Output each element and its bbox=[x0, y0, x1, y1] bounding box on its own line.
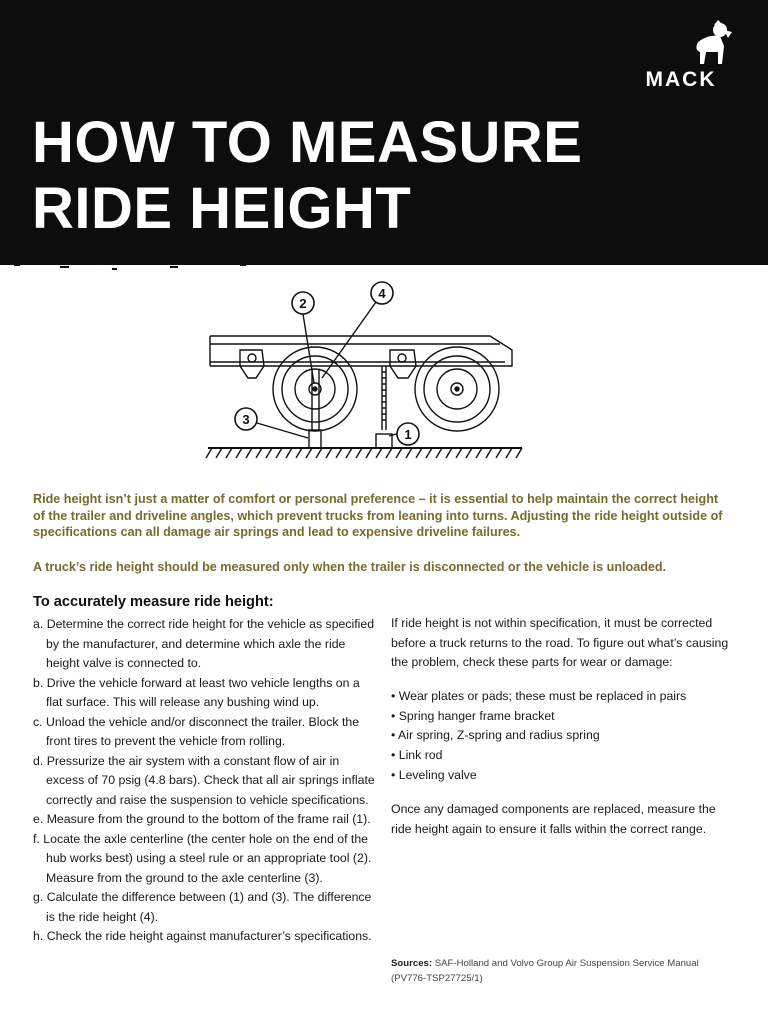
step-text: Measure from the ground to the bottom of the frame rail (1). bbox=[46, 812, 371, 826]
list-item bbox=[33, 830, 378, 889]
step-letter: e. bbox=[33, 812, 44, 826]
list-item: • Spring hanger frame bracket bbox=[391, 707, 736, 727]
wheel-rear-axle bbox=[415, 347, 499, 431]
sources-label: Sources: bbox=[391, 958, 433, 969]
parts-checklist bbox=[391, 687, 736, 786]
sources-note bbox=[391, 956, 731, 986]
measurement-note: A truck’s ride height should be measured only when the trailer is disconnected or the vehicle is unloaded. bbox=[33, 560, 667, 574]
title-line-1: HOW TO MEASURE bbox=[32, 110, 583, 175]
step-text: Unload the vehicle and/or disconnect the trailer. Block the front tires to prevent the vehicle from rolling. bbox=[46, 714, 360, 748]
list-item bbox=[33, 674, 378, 713]
callout-3 bbox=[235, 408, 257, 430]
list-item bbox=[33, 752, 378, 811]
step-text: Locate the axle centerline (the center hole on the end of the hub works best) using a steel rule or an appropriate tool (2). Measure from the ground to the axle centerline (3). bbox=[43, 831, 372, 885]
callout-3-label: 3 bbox=[242, 412, 250, 427]
list-item bbox=[33, 888, 378, 927]
callout-4 bbox=[371, 282, 393, 304]
wheel-front-axle bbox=[273, 347, 357, 431]
list-item: • Air spring, Z-spring and radius spring bbox=[391, 726, 736, 746]
list-item: • Link rod bbox=[391, 746, 736, 766]
step-letter: b. bbox=[33, 675, 44, 690]
spring-hanger-right bbox=[390, 350, 416, 378]
step-text: Calculate the difference between (1) and (3). The difference is the ride height (4). bbox=[46, 890, 372, 924]
step-letter: h. bbox=[33, 929, 44, 943]
list-item bbox=[33, 927, 378, 947]
brand-wordmark: MACK bbox=[645, 68, 717, 91]
step-letter: f. bbox=[33, 831, 40, 846]
bulldog-icon bbox=[684, 20, 738, 68]
step-letter: a. bbox=[33, 617, 44, 631]
steps-list bbox=[33, 615, 378, 947]
ride-height-diagram bbox=[200, 278, 530, 468]
list-item bbox=[33, 615, 378, 674]
callout-2-label: 2 bbox=[299, 296, 307, 311]
step-letter: d. bbox=[33, 753, 44, 768]
callout-1-label: 1 bbox=[404, 427, 412, 442]
title-line-2: RIDE HEIGHT bbox=[32, 176, 412, 241]
step-text: Determine the correct ride height for the vehicle as specified by the manufacturer, and determine which axle the ride height valve is connected to. bbox=[46, 617, 375, 670]
intro-paragraph: Ride height isn’t just a matter of comfort or personal preference – it is essential to help maintain the correct height of the trailer and driveline angles, which prevent trucks from leaning into turns. Adjusting the ride height outside of specifications can all damage air springs and lead to expensive driveline failures. bbox=[33, 492, 723, 539]
callout-4-label: 4 bbox=[378, 286, 386, 301]
mack-logo bbox=[622, 20, 738, 92]
callout-2 bbox=[292, 292, 314, 314]
closing-paragraph: Once any damaged components are replaced, measure the ride height again to ensure it falls within the correct range. bbox=[391, 802, 716, 836]
step-text: Drive the vehicle forward at least two vehicle lengths on a flat surface. This will release any bushing wind up. bbox=[46, 675, 360, 709]
sources-text: SAF-Holland and Volvo Group Air Suspension Service Manual (PV776-TSP27725/1) bbox=[391, 958, 699, 984]
measuring-rule-frame bbox=[382, 366, 386, 430]
callout-1 bbox=[397, 423, 419, 445]
list-item: • Wear plates or pads; these must be replaced in pairs bbox=[391, 687, 736, 707]
step-text: Check the ride height against manufacturer’s specifications. bbox=[46, 929, 372, 943]
steps-heading: To accurately measure ride height: bbox=[33, 594, 274, 610]
page-title bbox=[32, 110, 583, 242]
list-item: • Leveling valve bbox=[391, 766, 736, 786]
list-item bbox=[33, 810, 378, 830]
correction-paragraph: If ride height is not within specification, it must be corrected before a truck returns to the road. To figure out what’s causing the problem, check these parts for wear or damage: bbox=[391, 616, 729, 670]
step-letter: c. bbox=[33, 714, 43, 729]
spring-hanger-left bbox=[240, 350, 264, 378]
step-text: Pressurize the air system with a constant flow of air in excess of 70 psig (4.8 bars). Check that all air springs inflate correctly and raise the suspension to vehicle specifications. bbox=[46, 753, 375, 807]
step-letter: g. bbox=[33, 890, 44, 904]
list-item bbox=[33, 713, 378, 752]
